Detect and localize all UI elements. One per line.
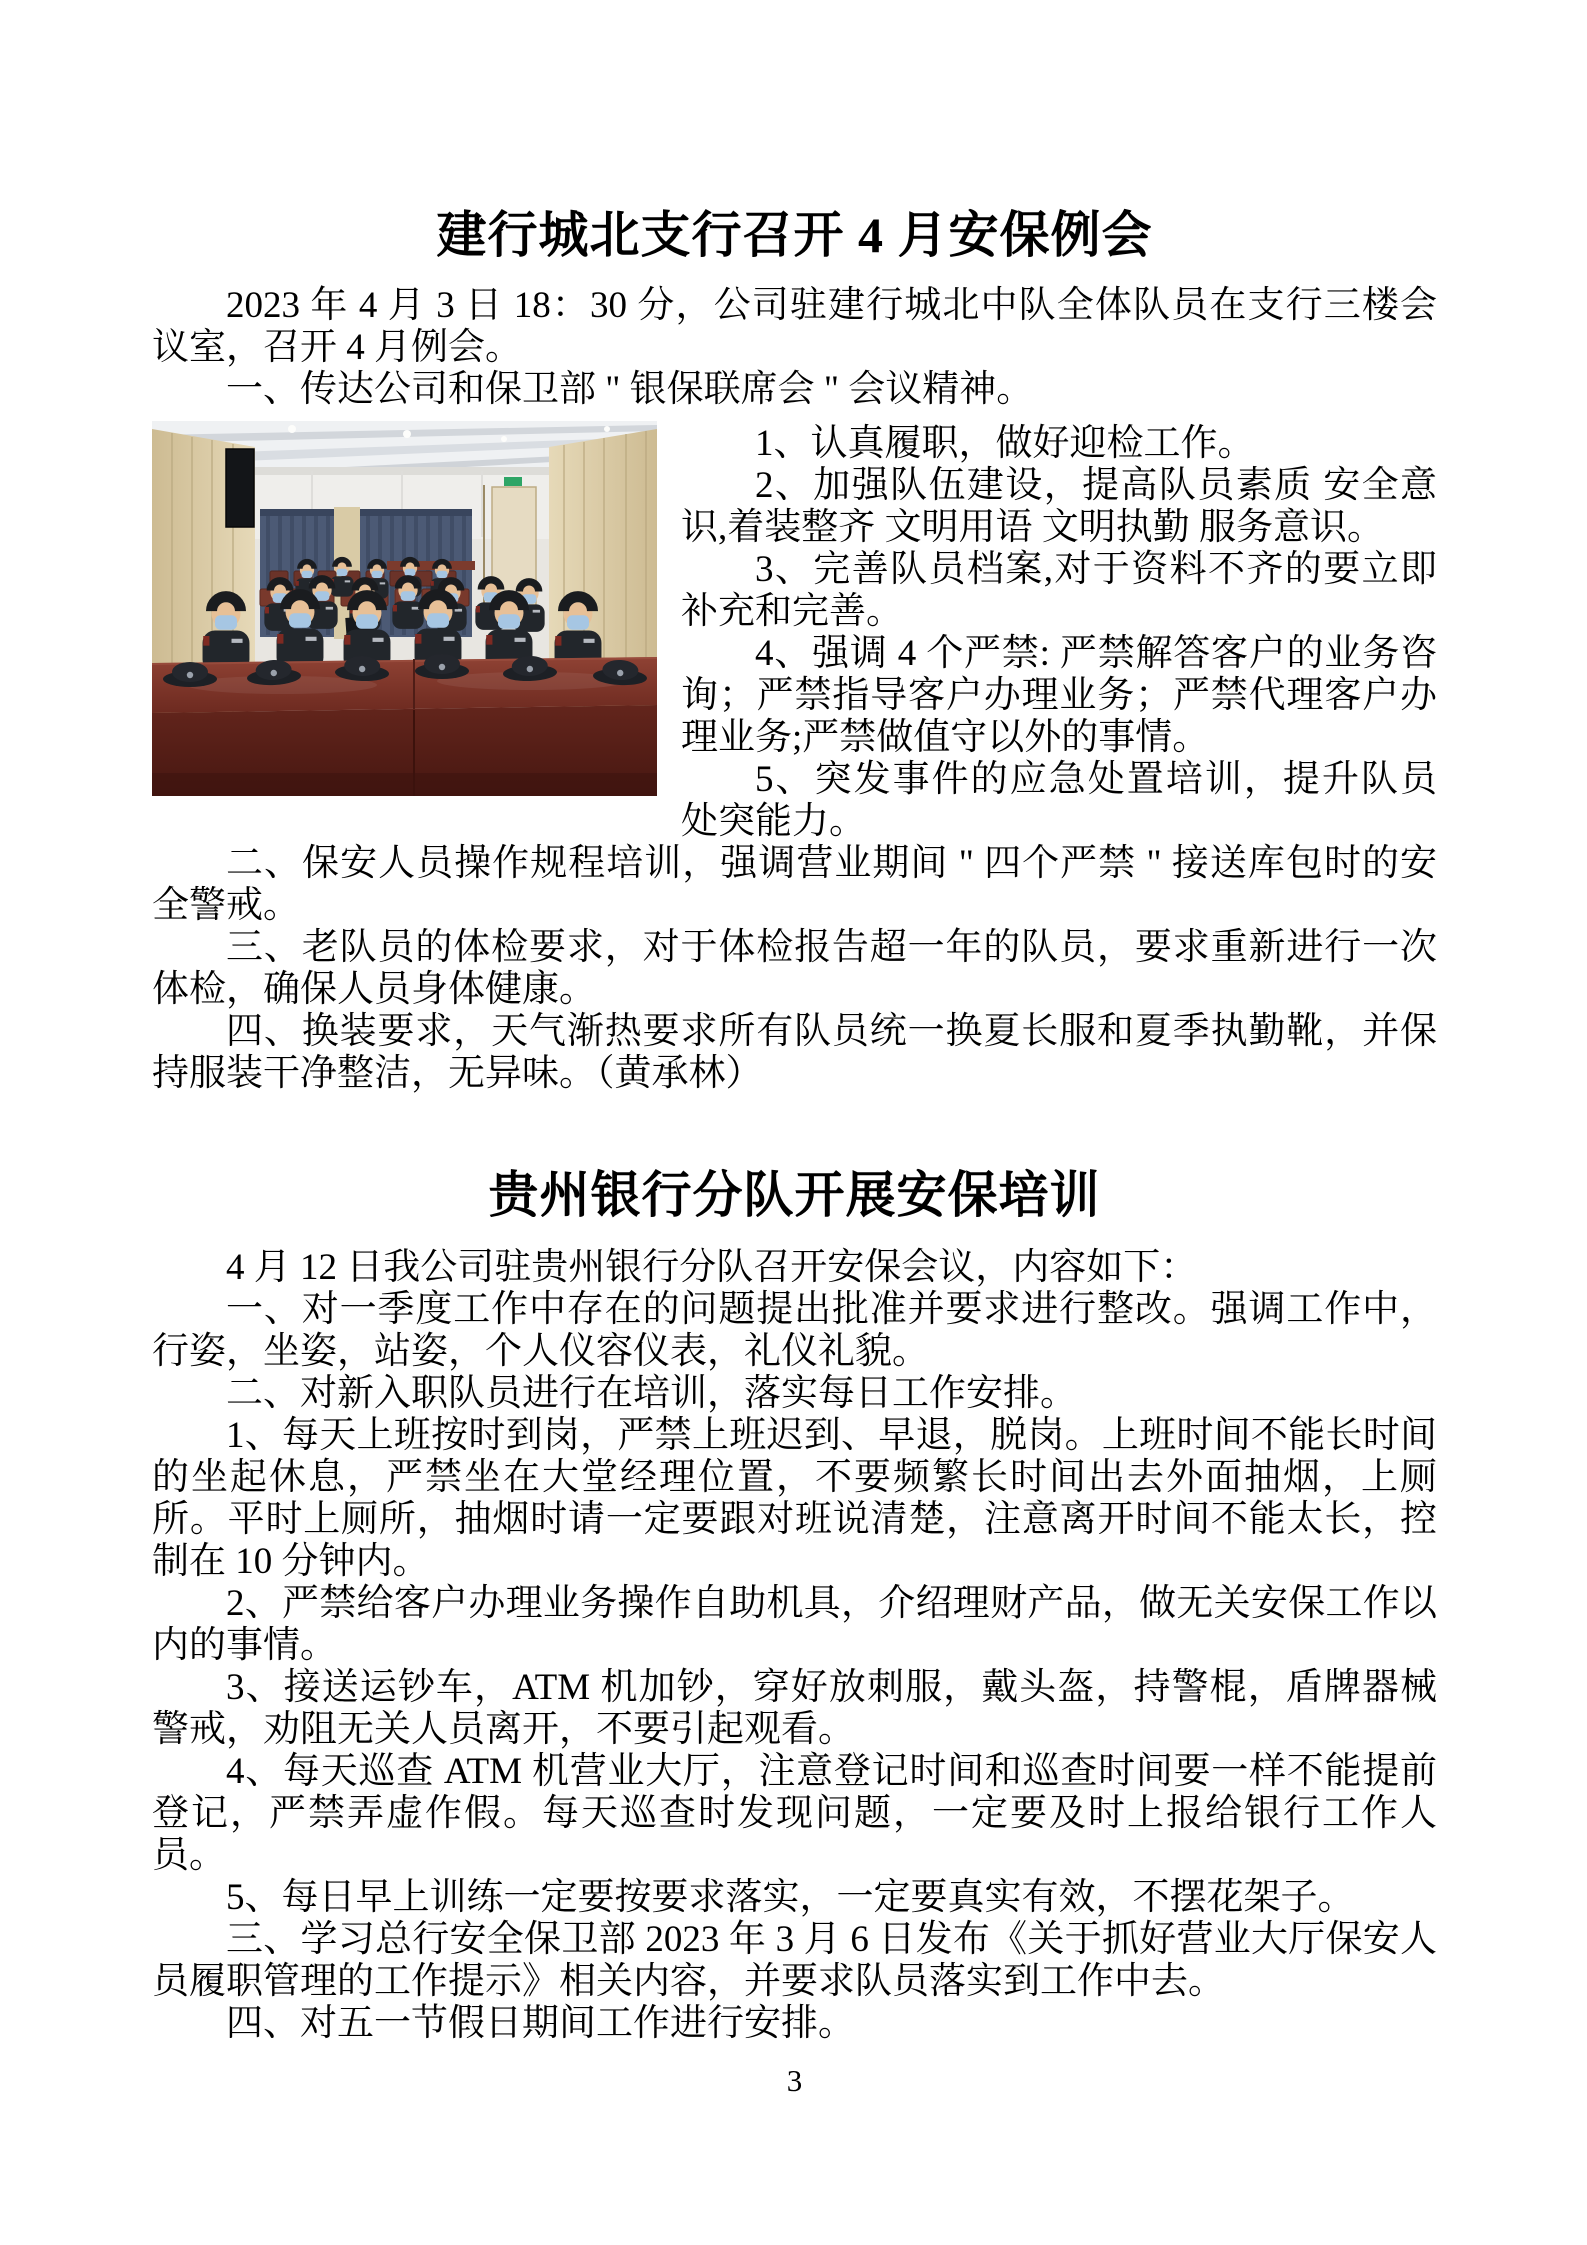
article2-item: 4、每天巡查 ATM 机营业大厅，注意登记时间和巡查时间要一样不能提前登记，严禁弄虚作假。每天巡查时发现问题，一定要及时上报给银行工作人员。 (152, 1751, 1437, 1876)
article1-side-item: 1、认真履职，做好迎检工作。 (755, 423, 1255, 464)
article2-item: 二、对新入职队员进行在培训，落实每日工作安排。 (226, 1373, 1077, 1414)
article2-item: 5、每日早上训练一定要按要求落实，一定要真实有效，不摆花架子。 (226, 1877, 1355, 1918)
article1-side-item: 4、强调 4 个严禁: 严禁解答客户的业务咨询；严禁指导客户办理业务；严禁代理客户办理业务;严禁做值守以外的事情。 (681, 633, 1437, 758)
article1-lead-item: 一、传达公司和保卫部 " 银保联席会 " 会议精神。 (226, 369, 1034, 410)
article2-item: 一、对一季度工作中存在的问题提出批准并要求进行整改。强调工作中，行姿，坐姿，站姿，个人仪容仪表，礼仪礼貌。 (152, 1289, 1437, 1372)
article2-item: 2、严禁给客户办理业务操作自助机具，介绍理财产品，做无关安保工作以内的事情。 (152, 1583, 1437, 1666)
article1-side-item: 5、突发事件的应急处置培训，提升队员处突能力。 (681, 759, 1437, 842)
meeting-photo-illustration (152, 421, 657, 796)
meeting-photo (152, 421, 657, 796)
article1-closing-item: 二、保安人员操作规程培训，强调营业期间 " 四个严禁 " 接送库包时的安全警戒。 (152, 843, 1437, 926)
article1-title: 建行城北支行召开 4 月安保例会 (436, 207, 1153, 263)
article2-item: 1、每天上班按时到岗，严禁上班迟到、早退，脱岗。上班时间不能长时间的坐起休息，严禁坐在大堂经理位置，不要频繁长时间出去外面抽烟，上厕所。平时上厕所，抽烟时请一定要跟对班说清楚，注意离开时间不能太长，控制在 10 分钟内。 (152, 1415, 1437, 1582)
article2-item: 四、对五一节假日期间工作进行安排。 (226, 2003, 855, 2044)
article2-item: 3、接送运钞车，ATM 机加钞，穿好放刺服，戴头盔，持警棍，盾牌器械警戒，劝阻无关人员离开，不要引起观看。 (152, 1667, 1437, 1750)
article2-intro: 4 月 12 日我公司驻贵州银行分队召开安保会议，内容如下： (226, 1247, 1198, 1288)
article1-intro: 2023 年 4 月 3 日 18：30 分，公司驻建行城北中队全体队员在支行三楼会议室，召开 4 月例会。 (152, 285, 1437, 368)
article2-title: 贵州银行分队开展安保培训 (488, 1167, 1101, 1223)
article1-closing-item: 三、老队员的体检要求，对于体检报告超一年的队员，要求重新进行一次体检，确保人员身体健康。 (152, 927, 1437, 1010)
article1-closing-item: 四、换装要求，天气渐热要求所有队员统一换夏长服和夏季执勤靴，并保持服装干净整洁，无异味。（黄承林） (152, 1011, 1437, 1094)
article2-item: 三、学习总行安全保卫部 2023 年 3 月 6 日发布《关于抓好营业大厅保安人员履职管理的工作提示》相关内容，并要求队员落实到工作中去。 (152, 1919, 1437, 2002)
article1-side-item: 3、完善队员档案,对于资料不齐的要立即补充和完善。 (681, 549, 1437, 632)
page-number: 3 (786, 2063, 803, 2098)
article1-side-item: 2、加强队伍建设，提高队员素质 安全意识,着装整齐 文明用语 文明执勤 服务意识。 (681, 465, 1437, 548)
